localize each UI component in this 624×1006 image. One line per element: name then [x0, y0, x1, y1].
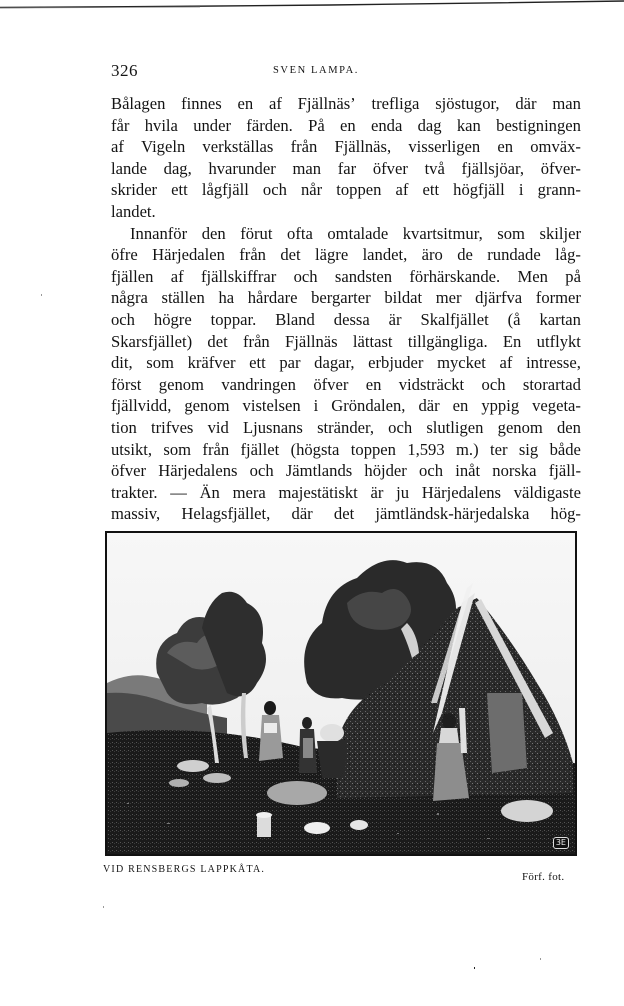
word: trakter. — [111, 482, 158, 502]
word: af — [170, 266, 184, 286]
word: sandsten — [334, 266, 393, 286]
word: är — [370, 482, 384, 502]
word: toppar. — [210, 309, 257, 329]
word: Fjällnäs, — [334, 137, 392, 157]
word: — — [170, 482, 187, 502]
word: i — [313, 396, 319, 416]
word: vandringen — [221, 374, 296, 394]
word: förut — [240, 223, 273, 243]
word: fjällsjöar, — [461, 158, 525, 178]
word: sig — [518, 439, 539, 459]
word: ställen — [161, 288, 205, 308]
word: slutligen — [426, 417, 484, 437]
word: både — [549, 439, 581, 459]
word: Skalfjället — [420, 309, 489, 329]
word: ett — [422, 180, 440, 200]
word: dag, — [163, 158, 192, 178]
text-line — [111, 287, 581, 309]
word: toppen — [336, 180, 382, 200]
word: höjder — [364, 461, 407, 481]
word: Helagsfjället, — [181, 504, 271, 524]
word: dagar, — [314, 353, 355, 373]
word: det — [333, 504, 355, 524]
word: mera — [232, 482, 266, 502]
word: vid — [207, 417, 229, 437]
scan-edge-line — [0, 0, 624, 12]
word: får — [111, 115, 130, 135]
word: först — [111, 374, 142, 394]
word: fjällvidd, — [111, 396, 172, 416]
text-line — [111, 223, 581, 245]
word: den — [201, 223, 226, 243]
word: inåt — [455, 461, 481, 481]
word: man — [292, 158, 322, 178]
word: trifves — [151, 417, 194, 437]
word: låg- — [555, 245, 581, 265]
word: genom — [184, 396, 230, 416]
word: Härjedalens — [158, 461, 238, 481]
word: massiv, — [111, 504, 161, 524]
word: en — [497, 137, 514, 157]
word: öfver — [372, 158, 408, 178]
word: lägre — [315, 245, 349, 265]
word: fjället — [240, 439, 280, 459]
text-line — [111, 503, 581, 525]
word: skiljer — [539, 223, 581, 243]
word: toppen — [350, 439, 396, 459]
word: i — [518, 180, 524, 200]
word: 1,593 — [407, 439, 445, 459]
word: och — [481, 374, 506, 394]
word: en — [452, 396, 469, 416]
word: några — [111, 288, 148, 308]
word: mer — [435, 288, 462, 308]
page-number: 326 — [111, 61, 138, 80]
word: visserligen — [408, 137, 481, 157]
word: tillgängliga. — [407, 331, 488, 351]
word: Fjällnäs’ — [297, 94, 356, 113]
word: öfver — [111, 461, 147, 481]
word: från — [239, 245, 266, 265]
text-line — [111, 460, 581, 482]
photo-lappkata-scene — [107, 533, 575, 854]
word: öfver- — [540, 158, 581, 178]
word: vidsträckt — [398, 374, 465, 394]
word: äro — [421, 245, 443, 265]
word: majestätiskt — [278, 482, 358, 502]
word: djärfva — [475, 288, 523, 308]
word: yppig — [481, 396, 520, 416]
text-line — [111, 331, 581, 353]
word: hvarunder — [208, 158, 276, 178]
word: och — [419, 461, 443, 481]
word: bergarter — [311, 288, 371, 308]
word: där — [418, 396, 440, 416]
word: af — [499, 353, 513, 373]
word: jämtländsk-härjedalska — [375, 504, 530, 524]
text-line — [111, 352, 581, 374]
word: de — [457, 245, 473, 265]
word: Än — [199, 482, 220, 502]
word: fjällen — [111, 266, 154, 286]
word: (å — [507, 309, 521, 329]
word: öfver — [313, 374, 349, 394]
text-line — [111, 136, 581, 158]
word: ha — [218, 288, 235, 308]
word: dit, — [111, 353, 133, 373]
word: En — [502, 331, 522, 351]
word: färden. — [246, 115, 293, 135]
scan-speck — [540, 958, 541, 960]
word: former — [535, 288, 581, 308]
word: tion — [111, 417, 137, 437]
word: från — [243, 331, 270, 351]
word: och — [388, 417, 413, 437]
word: Jämtlands — [285, 461, 353, 481]
text-line — [111, 395, 581, 417]
text-line — [111, 482, 581, 504]
word: når — [300, 180, 323, 200]
word: af — [395, 180, 409, 200]
word: och — [249, 461, 274, 481]
word: kräfver — [187, 353, 236, 373]
word: fjäll- — [548, 461, 581, 481]
word: norska — [492, 461, 537, 481]
word: och — [111, 309, 135, 329]
text-line — [111, 179, 581, 201]
word: omtalade — [327, 223, 389, 243]
word: genom — [158, 374, 204, 394]
word: Innanför — [130, 223, 188, 243]
text-line — [111, 417, 581, 439]
word: som — [163, 439, 192, 459]
word: lågfjäll — [201, 180, 249, 200]
word: sjöstugor, — [435, 94, 500, 113]
word: en — [237, 94, 254, 113]
text-line — [111, 115, 581, 137]
word: Fjällnäs — [285, 331, 338, 351]
word: man — [552, 94, 581, 113]
text-line — [111, 158, 581, 180]
word: (högsta — [290, 439, 340, 459]
text-line — [111, 244, 581, 266]
word: Bålagen — [111, 94, 166, 113]
word: storartad — [522, 374, 581, 394]
word: Men — [517, 266, 548, 286]
photo-credit: Förf. fot. — [522, 871, 565, 883]
word: trefliga — [371, 94, 420, 113]
word: landet, — [362, 245, 408, 265]
word: väldigaste — [513, 482, 581, 502]
word: par — [279, 353, 301, 373]
figure-caption: VID RENSBERGS LAPPKÅTA. — [103, 864, 266, 875]
word: landet. — [111, 201, 156, 221]
text-line — [111, 266, 581, 288]
word: förhärskande. — [409, 266, 501, 286]
word: där — [515, 94, 537, 113]
word: skrider — [111, 180, 158, 200]
word: från — [202, 439, 230, 459]
scan-speck — [41, 294, 42, 296]
word: dag — [417, 115, 442, 135]
word: den — [556, 417, 581, 437]
word: af — [111, 137, 124, 157]
word: som — [497, 223, 525, 243]
word: Ljusnans — [242, 417, 303, 437]
word: erbjuder — [368, 353, 424, 373]
body-text — [111, 93, 581, 525]
word: Härjedalen — [152, 245, 225, 265]
word: af — [268, 94, 282, 113]
word: Gröndalen, — [331, 396, 406, 416]
word: m.) — [456, 439, 479, 459]
text-line — [111, 439, 581, 461]
word: där — [291, 504, 313, 524]
word: från — [290, 137, 318, 157]
text-line — [111, 93, 581, 115]
word: kvartsitmur, — [402, 223, 483, 243]
word: utsikt, — [111, 439, 153, 459]
word: Härjedalens — [421, 482, 501, 502]
word: enda — [370, 115, 403, 135]
word: ter — [489, 439, 508, 459]
word: kartan — [539, 309, 581, 329]
word: Skarsfjället) — [111, 331, 193, 351]
word: är — [388, 309, 402, 329]
word: en — [340, 115, 356, 135]
word: rundade — [487, 245, 541, 265]
word: grann- — [537, 180, 581, 200]
word: ju — [396, 482, 410, 502]
word: hårdare — [247, 288, 298, 308]
word: bildat — [384, 288, 423, 308]
word: två — [424, 158, 445, 178]
word: bestigningen — [496, 115, 581, 135]
word: vegeta- — [532, 396, 581, 416]
word: fjällskiffrar — [200, 266, 277, 286]
word: verkställas — [202, 137, 274, 157]
word: under — [193, 115, 231, 135]
word: dessa — [333, 309, 370, 329]
word: det — [280, 245, 301, 265]
word: lande — [111, 158, 147, 178]
running-title: SVEN LAMPA. — [272, 65, 360, 76]
word: en — [365, 374, 382, 394]
word: Vigeln — [141, 137, 186, 157]
word: högfjäll — [453, 180, 505, 200]
word: på — [565, 266, 581, 286]
running-head — [111, 61, 581, 83]
word: och — [262, 180, 287, 200]
word: hög- — [550, 504, 581, 524]
word: far — [337, 158, 357, 178]
scan-speck — [474, 967, 475, 969]
word: som — [146, 353, 174, 373]
word: hvila — [144, 115, 178, 135]
text-line — [111, 201, 581, 223]
word: vistelsen — [242, 396, 301, 416]
scan-speck — [103, 906, 104, 908]
photo-stamp: 3E — [553, 837, 569, 849]
word: lättast — [352, 331, 393, 351]
word: ett — [171, 180, 188, 200]
text-line — [111, 374, 581, 396]
word: öfre — [111, 245, 138, 265]
word: utflykt — [536, 331, 581, 351]
word: stränder, — [317, 417, 374, 437]
word: Bland — [275, 309, 315, 329]
word: omväx- — [530, 137, 581, 157]
word: På — [308, 115, 325, 135]
word: finnes — [181, 94, 222, 113]
word: högre — [153, 309, 192, 329]
word: intresse, — [526, 353, 581, 373]
word: genom — [497, 417, 543, 437]
word: kan — [456, 115, 481, 135]
text-line — [111, 309, 581, 331]
photograph — [105, 531, 577, 856]
word: det — [207, 331, 228, 351]
word: ofta — [287, 223, 313, 243]
word: och — [293, 266, 318, 286]
word: mycket — [437, 353, 486, 373]
word: ett — [249, 353, 266, 373]
